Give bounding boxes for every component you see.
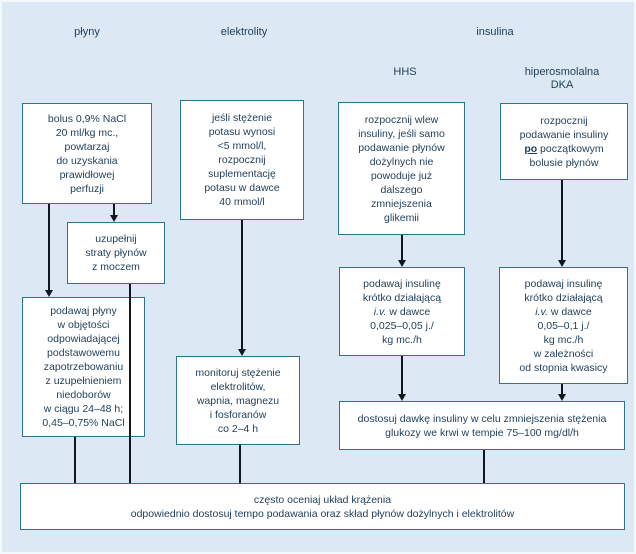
flow-box-hhs-start-line: rozpocznij wlew <box>364 113 439 126</box>
flow-box-dka-dose-line-rest: w dawce <box>547 305 592 318</box>
flow-box-hhs-start-line: podawanie płynów <box>358 141 445 154</box>
flow-box-dka-dose-line: od stopnia kwasicy <box>519 361 608 374</box>
arrowhead-into-maintenance-fluids <box>45 290 53 297</box>
flow-box-urine-losses-line: z moczem <box>92 261 140 273</box>
flow-box-hhs-dose-line: podawaj insulinę <box>363 277 441 290</box>
iv-abbreviation: i.v. <box>535 305 548 318</box>
flow-box-monitor-line: i fosforanów <box>209 408 267 421</box>
flow-box-hhs-start-line: dalszego <box>380 183 423 196</box>
flow-box-urine-losses-line: uzupełnij <box>95 233 137 245</box>
flow-box-potassium-line: jeśli stężenie <box>211 112 273 124</box>
flow-box-adjust-dose-line: glukozy we krwi w tempie 75–100 mg/dl/h <box>385 426 579 439</box>
flow-box-monitor-line: wapnia, magnezu <box>196 394 280 407</box>
arrowhead-into-monitor-electrolytes <box>238 349 246 356</box>
connector-dka-dose-to-adjust <box>561 384 563 394</box>
flow-box-dka-dose-line: podawaj insulinę <box>524 277 603 290</box>
flow-box-hhs-start-line: glikemii <box>383 211 419 224</box>
flow-box-hhs-dose-line: 0,025–0,05 j./ <box>370 319 434 332</box>
flow-box-hhs-insulin-dose <box>339 267 465 356</box>
flow-box-dka-start-line-rest: początkowym <box>537 142 604 155</box>
flow-box-potassium-line: rozpocznij <box>218 154 266 166</box>
connector-urine-losses-to-assessment <box>129 284 131 483</box>
subheader-hhs: HHS <box>393 66 417 78</box>
flow-box-assess-line: odpowiednio dostosuj tempo podawania oraz skład płynów dożylnych i elektrolitów <box>130 507 515 520</box>
flow-box-fluid-bolus-line: prawidłowej <box>59 168 115 181</box>
flow-box-potassium-line: <5 mmol/l, <box>217 140 267 152</box>
connector-hhs-dose-to-adjust <box>401 356 403 394</box>
connector-adjust-to-assessment <box>483 450 485 483</box>
subheader-hyperosmolar-dka-line1: hiperosmolalna <box>524 66 600 78</box>
flow-box-dka-dose-line: 0,05–0,1 j./ <box>537 319 590 332</box>
flow-box-maintenance-fluids-line: z uzupełnieniem <box>45 375 122 387</box>
arrowhead-into-hhs-dose <box>398 260 406 267</box>
connector-bolus-to-maintenance <box>48 204 50 290</box>
flow-box-dka-dose-line: krótko działającą <box>524 291 603 304</box>
flow-box-dka-dose-line <box>535 305 591 319</box>
flow-box-maintenance-fluids <box>22 297 145 437</box>
flow-box-urine-losses <box>67 222 165 284</box>
flow-box-maintenance-fluids-line: podstawowemu <box>47 347 120 359</box>
flow-box-potassium-line: potasu wynosi <box>208 126 276 138</box>
arrowhead-into-dka-dose <box>558 260 566 267</box>
flow-box-maintenance-fluids-line: odpowiadającej <box>47 333 120 345</box>
flow-box-dka-start-line: bolusie płynów <box>529 156 599 169</box>
flow-box-dka-insulin-start <box>500 103 628 180</box>
flow-box-maintenance-fluids-line: zapotrzebowaniu <box>43 361 124 373</box>
flow-box-dka-start-line <box>524 142 603 156</box>
flow-box-assess-circulation <box>20 483 625 530</box>
connector-hhs-start-to-dose <box>401 235 403 260</box>
flow-box-fluid-bolus-line: bolus 0,9% NaCl <box>47 112 127 125</box>
flow-box-potassium-line: 40 mmol/l <box>219 196 265 208</box>
flow-box-dka-dose-line: kg mc./h <box>543 333 584 346</box>
flow-box-adjust-insulin-dose <box>339 401 625 450</box>
flow-box-fluid-bolus <box>22 103 152 204</box>
subheader-hyperosmolar-dka-line2: DKA <box>550 79 574 91</box>
flow-box-monitor-electrolytes <box>176 356 300 445</box>
flow-box-hhs-start-line: dożylnych nie <box>369 155 434 168</box>
connector-monitor-to-assessment <box>239 445 241 483</box>
flow-box-adjust-dose-line: dostosuj dawkę insuliny w celu zmniejszenia stężenia <box>357 412 607 425</box>
flow-box-dka-start-line: podawanie insuliny <box>519 128 609 141</box>
flow-box-dka-insulin-dose <box>499 267 628 384</box>
arrowhead-into-adjust-right <box>558 394 566 401</box>
flow-box-hhs-start-line: insuliny, jeśli samo <box>358 127 445 140</box>
flow-box-fluid-bolus-line: 20 ml/kg mc., <box>55 126 119 139</box>
connector-maintenance-to-assessment <box>74 437 76 483</box>
subheader-hyperosmolar-dka <box>501 66 623 92</box>
flow-box-maintenance-fluids-line: 0,45–0,75% NaCl <box>42 417 125 429</box>
connector-dka-start-to-dose <box>561 180 563 260</box>
arrowhead-into-adjust-left <box>398 394 406 401</box>
flow-box-maintenance-fluids-line: w ciągu 24–48 h; <box>43 403 124 415</box>
flow-box-hhs-insulin-start <box>338 102 465 235</box>
column-header-insulin: insulina <box>476 26 514 38</box>
flow-box-hhs-start-line: powoduje już <box>370 169 433 182</box>
flow-box-fluid-bolus-line: do uzyskania <box>56 154 118 167</box>
emphasized-po-text: po <box>524 142 538 155</box>
flow-box-monitor-line: elektrolitów, <box>210 380 266 393</box>
flow-box-potassium-line: suplementację <box>208 168 276 180</box>
flow-box-maintenance-fluids-line: w objętości <box>57 319 110 331</box>
column-header-electrolytes: elektrolity <box>220 26 268 38</box>
flow-box-monitor-line: co 2–4 h <box>217 422 259 435</box>
flow-box-hhs-dose-line: kg mc./h <box>382 333 422 346</box>
flow-box-fluid-bolus-line: powtarzaj <box>64 140 110 153</box>
iv-abbreviation: i.v. <box>373 305 387 318</box>
flow-box-monitor-line: monitoruj stężenie <box>195 366 281 379</box>
flow-box-maintenance-fluids-line: podawaj płyny <box>50 305 117 317</box>
flow-box-hhs-dose-line <box>374 305 430 319</box>
flow-box-fluid-bolus-line: perfuzji <box>70 182 104 195</box>
flow-box-hhs-start-line: zmniejszenia <box>371 197 432 210</box>
arrowhead-into-urine-losses <box>110 215 118 222</box>
flow-box-dka-start-line: rozpocznij <box>540 114 588 127</box>
connector-potassium-to-monitor <box>241 220 243 349</box>
column-header-fluids: płyny <box>74 26 100 38</box>
flow-box-potassium-supplementation <box>180 100 304 220</box>
flow-box-dka-dose-line: w zależności <box>533 347 594 360</box>
flow-box-hhs-dose-line: krótko działającą <box>362 291 442 304</box>
flow-box-urine-losses-line: straty płynów <box>85 247 147 259</box>
flow-box-potassium-line: potasu w dawce <box>204 182 280 194</box>
flow-box-assess-line: często oceniaj układ krążenia <box>253 493 392 506</box>
flow-box-maintenance-fluids-line: niedoborów <box>56 389 111 401</box>
flow-box-hhs-dose-line-rest: w dawce <box>386 305 431 318</box>
connector-bolus-to-urine-losses <box>113 204 115 215</box>
